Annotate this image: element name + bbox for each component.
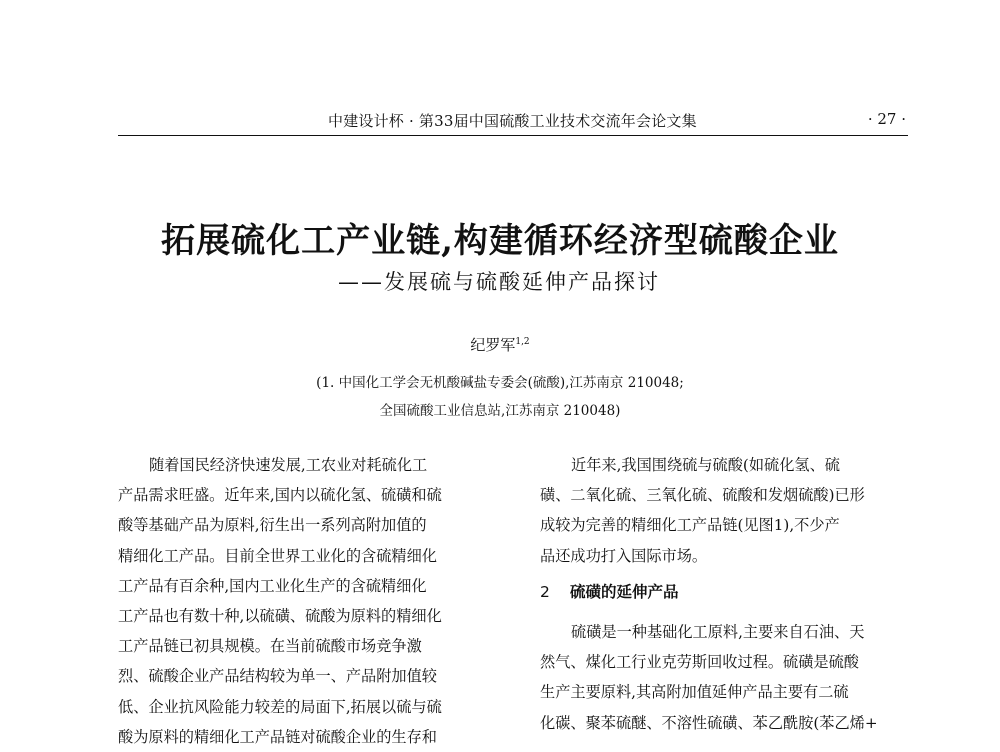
text-line: 然气、煤化工行业克劳斯回收过程。硫磺是硫酸 [540,653,859,672]
text-line: 烈、硫酸企业产品结构较为单一、产品附加值较 [118,667,437,686]
text-line: 工产品也有数十种,以硫磺、硫酸为原料的精细化 [118,606,442,625]
journal-title: 中建设计杯 · 第33届中国硫酸工业技术交流年会论文集 [328,112,697,130]
text-line: 酸为原料的精细化工产品链对硫酸企业的生存和 [118,727,437,746]
text-line: 成较为完善的精细化工产品链(见图1),不少产 [540,516,840,535]
text-line: 酸等基础产品为原料,衍生出一系列高附加值的 [118,516,427,535]
left-column [118,450,498,752]
author-line [0,334,1000,355]
author-name: 纪罗军 [470,336,516,354]
article-subtitle: ——发展硫与硫酸延伸产品探讨 [338,270,660,294]
section-title: 硫磺的延伸产品 [570,582,679,601]
text-line: 生产主要原料,其高附加值延伸产品主要有二硫 [540,683,849,702]
text-line: 近年来,我国围绕硫与硫酸(如硫化氢、硫 [571,456,840,474]
running-header [118,108,906,134]
author-affiliation-marks: 1,2 [515,337,530,347]
affiliation-line-1: (1. 中国化工学会无机酸碱盐专委会(硫酸),江苏南京 210048; [316,375,684,391]
text-line: 精细化工产品。目前全世界工业化的含硫精细化 [118,546,437,565]
text-line: 磺、二氧化硫、三氧化硫、硫酸和发烟硫酸)已形 [540,486,865,505]
text-line: 随着国民经济快速发展,工农业对耗硫化工 [149,456,428,474]
article-title: 拓展硫化工产业链,构建循环经济型硫酸企业 [161,221,839,261]
section-number: 2 [540,582,550,601]
page-number: · 27 · [867,110,906,128]
header-rule [118,135,908,136]
text-line: 低、企业抗风险能力较差的局面下,拓展以硫与硫 [118,697,442,716]
text-line: 产品需求旺盛。近年来,国内以硫化氢、硫磺和硫 [118,486,442,505]
text-line: 工产品链已初具规模。在当前硫酸市场竞争激 [118,637,422,656]
affiliation-line-2: 全国硫酸工业信息站,江苏南京 210048) [379,403,621,419]
text-line: 化碳、聚苯硫醚、不溶性硫磺、苯乙酰胺(苯乙烯+ [540,713,878,732]
text-line: 品还成功打入国际市场。 [540,546,708,565]
text-line: 硫磺是一种基础化工原料,主要来自石油、天 [571,622,865,641]
text-line: 工产品有百余种,国内工业化生产的含硫精细化 [118,576,427,595]
section-heading [540,577,920,607]
right-column [540,450,920,738]
